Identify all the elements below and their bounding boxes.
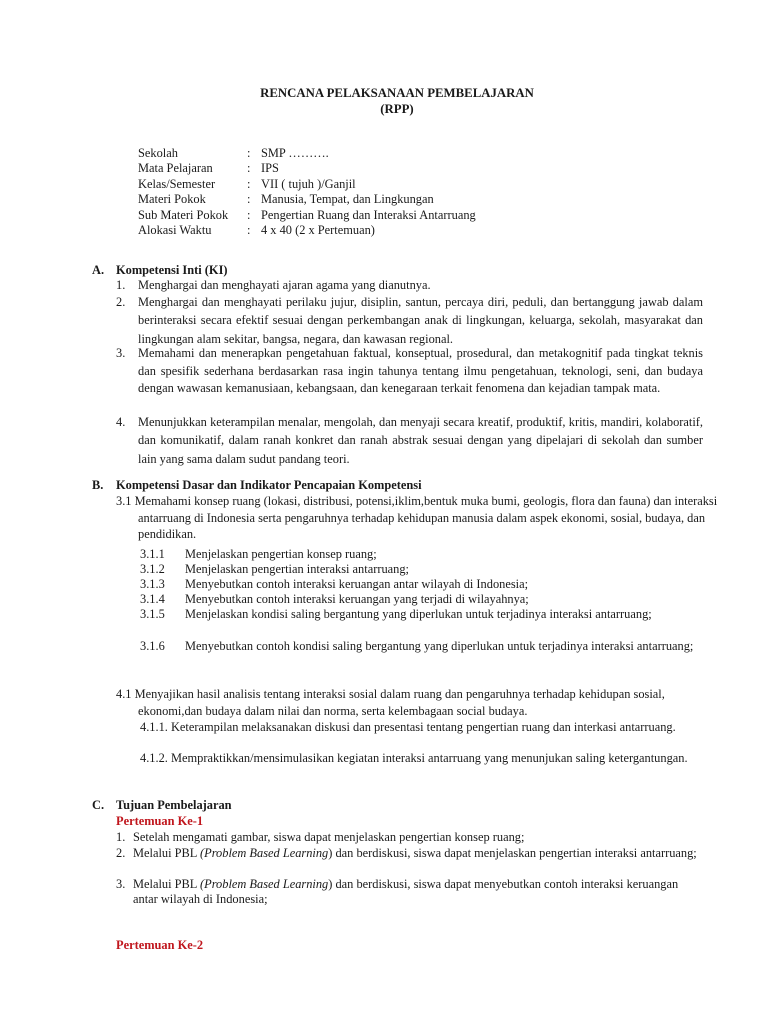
goal-text	[133, 830, 706, 845]
indicator-row	[140, 592, 705, 607]
ki-item	[116, 345, 703, 398]
indicator-number: 3.1.3	[140, 577, 165, 591]
section-letter: A.	[92, 263, 105, 277]
item-number: 2.	[116, 295, 126, 309]
indicator-number: 3.1.1	[140, 547, 165, 561]
goal-text-part: ) dan berdiskusi, siswa dapat menyebutkan contoh interaksi keruangan antar wilayah di Indonesia;	[133, 877, 679, 907]
identity-value: Pengertian Ruang dan Interaksi Antarruang	[261, 207, 476, 222]
section-letter: C.	[92, 798, 105, 812]
identity-table	[138, 146, 476, 238]
identity-value: VII ( tujuh )/Ganjil	[261, 176, 356, 191]
identity-sep: :	[247, 222, 251, 237]
ki-item	[116, 278, 703, 293]
section-title: Kompetensi Dasar dan Indikator Pencapaian Kompetensi	[116, 478, 422, 492]
indicator-number: 3.1.5	[140, 607, 165, 621]
identity-key: Sekolah	[138, 146, 178, 160]
ki-item	[116, 293, 703, 348]
identity-key: Mata Pelajaran	[138, 161, 213, 176]
goal-text	[133, 877, 706, 907]
section-letter: B.	[92, 478, 104, 492]
indicator-text: Menjelaskan pengertian konsep ruang;	[185, 547, 377, 561]
section-title: Kompetensi Inti (KI)	[116, 263, 228, 277]
item-text: Menunjukkan keterampilan menalar, mengolah, dan menyaji secara kreatif, produktif, kritis, mandiri, kolaboratif, dan komunikatif, dalam ranah konkret dan ranah abstrak sesuai dengan yang dipelajari di sekolah dan sumber lain yang sama dalam sudut pandang teori.	[138, 415, 703, 466]
kd-3-1: 3.1 Memahami konsep ruang (lokasi, distribusi, potensi,iklim,bentuk muka bumi, geologis, flora dan fauna) dan interaksi antarruang di Indonesia serta pengaruhnya terhadap kehidupan manusia dalam aspek ekonomi, sosial, budaya, dan pendidikan.	[116, 494, 718, 541]
goal-text-part: Setelah mengamati gambar, siswa dapat menjelaskan pengertian konsep ruang;	[133, 830, 525, 844]
goal-text-part: Melalui PBL	[133, 846, 200, 860]
identity-key: Materi Pokok	[138, 192, 206, 207]
identity-row	[138, 161, 476, 176]
indicator-text: Menyebutkan contoh kondisi saling bergantung yang diperlukan untuk terjadinya interaksi antarruang;	[185, 639, 694, 653]
item-text: Menghargai dan menghayati perilaku jujur, disiplin, santun, percaya diri, peduli, dan bertanggung jawab dalam berinteraksi secara efektif sesuai dengan perkembangan anak di lingkungan, keluarga, sekolah, masyarakat dan lingkungan alam sekitar, bangsa, negara, dan kawasan regional.	[138, 295, 703, 346]
indicator-row	[140, 562, 705, 577]
identity-sep: :	[247, 161, 251, 176]
item-number: 3.	[116, 346, 126, 360]
goal-number: 2.	[116, 846, 126, 860]
item-text: Memahami dan menerapkan pengetahuan faktual, konseptual, prosedural, dan metakognitif pada tingkat teknis dan spesifik sederhana berdasarkan rasa ingin tahunya tentang ilmu pengetahuan, teknologi, seni, dan budaya dengan wawasan kemanusiaan, kebangsaan, dan kenegaraan terkait fenomena dan kejadian tampak mata.	[138, 346, 703, 396]
identity-sep: :	[247, 146, 251, 160]
doc-subtitle: (RPP)	[380, 102, 414, 116]
meeting-2-heading: Pertemuan Ke-2	[116, 938, 204, 952]
identity-value: IPS	[261, 161, 279, 176]
section-title: Tujuan Pembelajaran	[116, 798, 232, 812]
indicator-4-1-2: 4.1.2. Mempraktikkan/mensimulasikan kegiatan interaksi antarruang yang menunjukan saling ketergantungan.	[140, 751, 688, 765]
indicator-row	[140, 607, 705, 622]
indicator-text: Menyebutkan contoh interaksi keruangan yang terjadi di wilayahnya;	[185, 592, 529, 606]
identity-sep: :	[247, 192, 251, 207]
identity-value: 4 x 40 (2 x Pertemuan)	[261, 222, 375, 237]
indicator-text: Menyebutkan contoh interaksi keruangan antar wilayah di Indonesia;	[185, 577, 529, 591]
goal-item	[116, 877, 706, 907]
item-number: 1.	[116, 278, 126, 292]
ki-item	[116, 413, 703, 468]
identity-value: Manusia, Tempat, dan Lingkungan	[261, 192, 434, 207]
kd-4-1: 4.1 Menyajikan hasil analisis tentang interaksi sosial dalam ruang dan pengaruhnya terhadap kehidupan sosial, ekonomi,dan budaya dalam nilai dan norma, serta kelembagaan social budaya.	[116, 687, 665, 718]
identity-key: Kelas/Semester	[138, 176, 216, 191]
goal-item	[116, 830, 706, 845]
goal-text	[133, 846, 706, 861]
goal-number: 3.	[116, 877, 126, 891]
indicator-4-1-1: 4.1.1. Keterampilan melaksanakan diskusi dan presentasi tentang pengertian ruang dan interkasi antarruang.	[140, 720, 676, 734]
identity-row	[138, 223, 476, 238]
goal-text-italic: (Problem Based Learning	[200, 846, 329, 860]
indicator-text: Menjelaskan kondisi saling bergantung yang diperlukan untuk terjadinya interaksi antarruang;	[185, 607, 652, 621]
doc-title: RENCANA PELAKSANAAN PEMBELAJARAN	[260, 86, 534, 100]
indicator-number: 3.1.6	[140, 639, 165, 653]
goal-number: 1.	[116, 830, 126, 844]
meeting-1-heading: Pertemuan Ke-1	[116, 814, 204, 828]
indicator-number: 3.1.4	[140, 592, 165, 606]
goal-item	[116, 846, 706, 861]
identity-key: Sub Materi Pokok	[138, 207, 229, 222]
goal-text-italic: (Problem Based Learning	[200, 877, 329, 891]
identity-row	[138, 177, 476, 192]
identity-sep: :	[247, 176, 251, 191]
indicator-row	[140, 639, 705, 654]
identity-row	[138, 208, 476, 223]
indicator-row	[140, 577, 705, 592]
item-text: Menghargai dan menghayati ajaran agama yang dianutnya.	[138, 278, 431, 292]
indicator-number: 3.1.2	[140, 562, 165, 576]
goal-text-part: ) dan berdiskusi, siswa dapat menjelaskan pengertian interaksi antarruang;	[328, 846, 697, 860]
identity-key: Alokasi Waktu	[138, 222, 212, 237]
identity-row	[138, 146, 476, 161]
identity-value: SMP ……….	[261, 146, 329, 160]
identity-sep: :	[247, 207, 251, 222]
goal-text-part: Melalui PBL	[133, 877, 200, 891]
indicator-row	[140, 547, 705, 562]
item-number: 4.	[116, 415, 126, 429]
indicator-text: Menjelaskan pengertian interaksi antarruang;	[185, 562, 409, 576]
identity-row	[138, 192, 476, 207]
